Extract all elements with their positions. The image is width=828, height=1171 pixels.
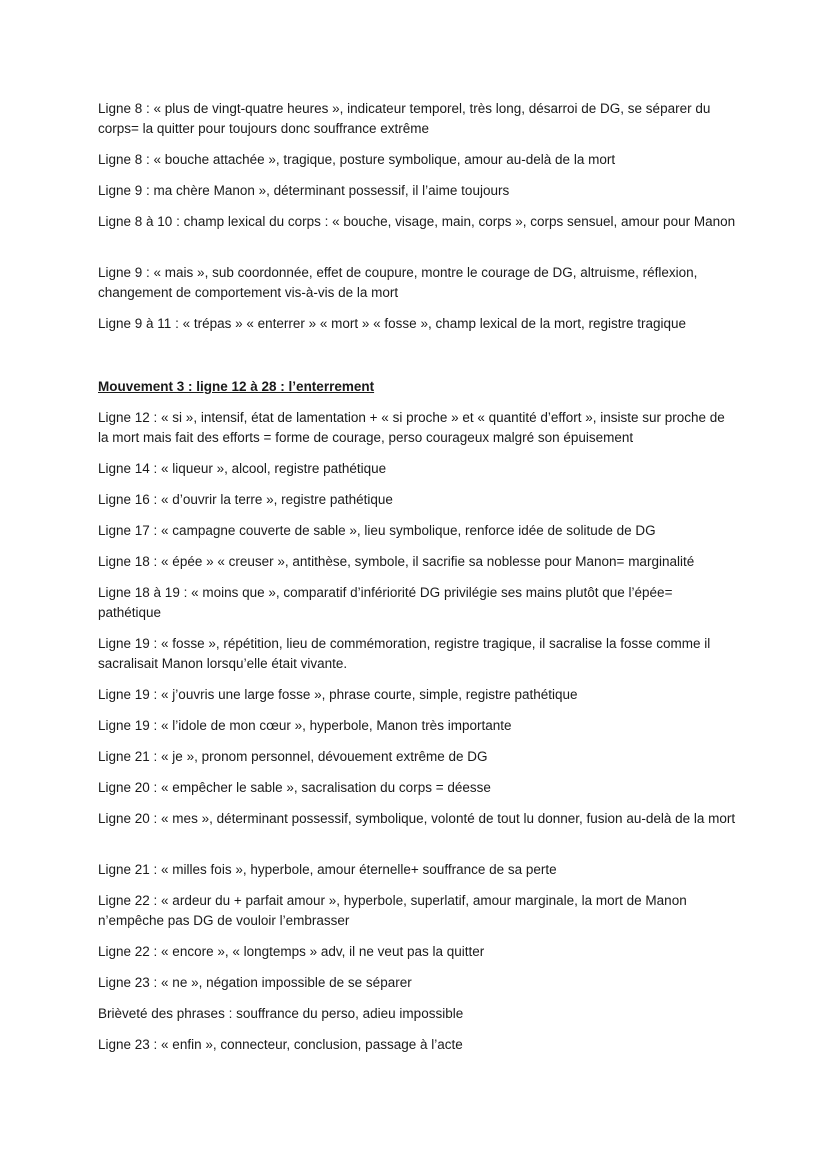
paragraph-ligne-19-idole: Ligne 19 : « l’idole de mon cœur », hyperbole, Manon très importante <box>98 718 512 733</box>
paragraph-ligne-9-chere-manon: Ligne 9 : ma chère Manon », déterminant possessif, il l’aime toujours <box>98 183 510 198</box>
paragraph-ligne-21-je: Ligne 21 : « je », pronom personnel, dévouement extrême de DG <box>98 749 488 764</box>
paragraph-ligne-23-enfin: Ligne 23 : « enfin », connecteur, conclusion, passage à l’acte <box>98 1037 463 1052</box>
paragraph-ligne-21-milles-fois: Ligne 21 : « milles fois », hyperbole, amour éternelle+ souffrance de sa perte <box>98 862 557 877</box>
section-heading-mouvement-3: Mouvement 3 : ligne 12 à 28 : l’enterrement <box>98 379 375 394</box>
paragraph-ligne-9-mais: Ligne 9 : « mais », sub coordonnée, effet de coupure, montre le courage de DG, altruisme, réflexion, changement de comportement vis-à-vis de la mort <box>98 265 698 300</box>
paragraph-ligne-8-bouche-attachee: Ligne 8 : « bouche attachée », tragique, posture symbolique, amour au-delà de la mort <box>98 152 616 167</box>
paragraph-ligne-22-ardeur: Ligne 22 : « ardeur du + parfait amour », hyperbole, superlatif, amour marginale, la mort de Manon n’empêche pas DG de vouloir l’embrasser <box>98 893 687 928</box>
paragraph-ligne-20-mes: Ligne 20 : « mes », déterminant possessif, symbolique, volonté de tout lu donner, fusion au-delà de la mort <box>98 811 736 826</box>
paragraph-ligne-16-ouvrir-terre: Ligne 16 : « d’ouvrir la terre », registre pathétique <box>98 492 393 507</box>
paragraph-ligne-14-liqueur: Ligne 14 : « liqueur », alcool, registre pathétique <box>98 461 387 476</box>
paragraph-ligne-8-10-champ-lexical-corps: Ligne 8 à 10 : champ lexical du corps : « bouche, visage, main, corps », corps sensuel, amour pour Manon <box>98 214 736 229</box>
paragraph-ligne-22-encore: Ligne 22 : « encore », « longtemps » adv, il ne veut pas la quitter <box>98 944 485 959</box>
paragraph-ligne-19-large-fosse: Ligne 19 : « j’ouvris une large fosse », phrase courte, simple, registre pathétique <box>98 687 578 702</box>
paragraph-brievete-phrases: Brièveté des phrases : souffrance du perso, adieu impossible <box>98 1006 464 1021</box>
paragraph-ligne-17-campagne: Ligne 17 : « campagne couverte de sable », lieu symbolique, renforce idée de solitude de DG <box>98 523 656 538</box>
paragraph-ligne-18-19-moins-que: Ligne 18 à 19 : « moins que », comparatif d’infériorité DG privilégie ses mains plutôt que l’épée= pathétique <box>98 585 673 620</box>
paragraph-ligne-8-vingt-quatre-heures: Ligne 8 : « plus de vingt-quatre heures », indicateur temporel, très long, désarroi de DG, se séparer du corps= la quitter pour toujours donc souffrance extrême <box>98 101 711 136</box>
paragraph-ligne-12-si: Ligne 12 : « si », intensif, état de lamentation + « si proche » et « quantité d’effort », insiste sur proche de la mort mais fait des efforts = forme de courage, perso courageux malgré son épuisement <box>98 410 725 445</box>
paragraph-ligne-19-fosse: Ligne 19 : « fosse », répétition, lieu de commémoration, registre tragique, il sacralise la fosse comme il sacralisait Manon lorsqu’elle était vivante. <box>98 636 711 671</box>
paragraph-ligne-23-ne: Ligne 23 : « ne », négation impossible de se séparer <box>98 975 412 990</box>
paragraph-ligne-9-11-champ-lexical-mort: Ligne 9 à 11 : « trépas » « enterrer » « mort » « fosse », champ lexical de la mort, registre tragique <box>98 316 687 331</box>
paragraph-ligne-20-empecher-sable: Ligne 20 : « empêcher le sable », sacralisation du corps = déesse <box>98 780 491 795</box>
paragraph-ligne-18-epee: Ligne 18 : « épée » « creuser », antithèse, symbole, il sacrifie sa noblesse pour Manon= marginalité <box>98 554 695 569</box>
